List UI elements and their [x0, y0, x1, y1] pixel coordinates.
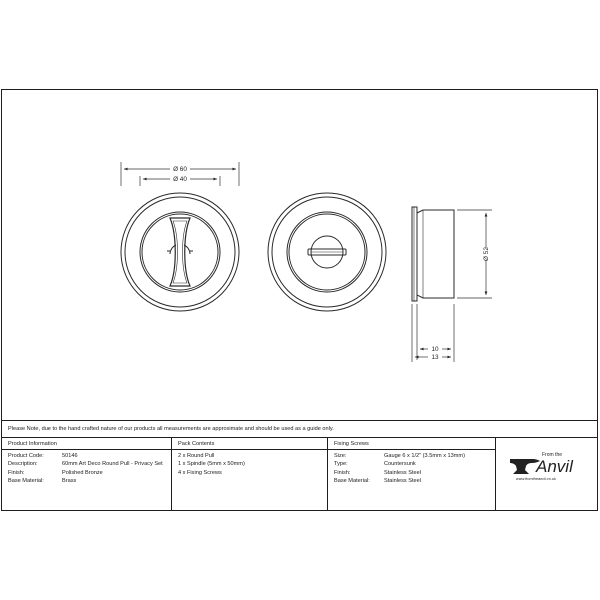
screw-material-label: Base Material: [334, 478, 370, 485]
drawing-sheet [1, 89, 598, 511]
rear-view-pull [268, 193, 386, 311]
dimension-outer-diameter: Ø 60 [173, 166, 187, 173]
fixing-screws-header: Fixing Screws [328, 438, 495, 450]
screw-type-value: Countersunk [384, 461, 416, 468]
product-code-label: Product Code: [8, 453, 44, 459]
finish-label: Finish: [8, 469, 25, 476]
base-material-value: Brass [62, 478, 77, 485]
screw-type-row [334, 460, 491, 468]
pack-contents-header: Pack Contents [172, 438, 327, 450]
front-view-pull [121, 193, 239, 311]
technical-drawing [2, 90, 597, 420]
logo-url: www.fromtheanvil.co.uk [516, 477, 556, 481]
logo-name: Anvil [536, 457, 573, 476]
dimension-inner-diameter: Ø 40 [173, 176, 187, 183]
screw-size-label: Size: [334, 453, 347, 459]
product-code-row [8, 452, 167, 460]
disclaimer-note: Please Note, due to the hand crafted nature of our products all measurements are approximate and should be used as a guide only. [2, 420, 597, 437]
finish-row [8, 469, 167, 477]
logo-tagline: From the [542, 452, 563, 458]
screw-size-row [334, 452, 491, 460]
base-material-label: Base Material: [8, 478, 44, 485]
pack-item: 2 x Round Pull [178, 453, 215, 459]
description-label: Description: [8, 461, 38, 468]
anvil-logo [496, 438, 597, 511]
brand-logo-column [496, 438, 597, 511]
product-code-value: 50146 [62, 453, 78, 459]
screw-type-label: Type: [334, 461, 348, 468]
pack-contents-column [172, 438, 328, 511]
description-value: 60mm Art Deco Round Pull - Privacy Set [62, 461, 163, 468]
screw-finish-label: Finish: [334, 469, 351, 476]
dimension-depth-10: 10 [431, 346, 439, 353]
screw-finish-value: Stainless Steel [384, 469, 422, 476]
info-table [2, 437, 597, 510]
screw-material-value: Stainless Steel [384, 478, 422, 485]
screw-finish-row [334, 469, 491, 477]
pack-item: 4 x Fixing Screws [178, 469, 222, 476]
description-row [8, 460, 167, 468]
screw-material-row [334, 477, 491, 485]
finish-value: Polished Bronze [62, 469, 103, 476]
screw-size-value: Gauge 6 x 1/2" (3.5mm x 13mm) [384, 453, 465, 459]
fixing-screws-column [328, 438, 496, 511]
dimension-height: Ø 52 [483, 247, 490, 261]
side-profile-view [412, 207, 454, 301]
pack-item: 1 x Spindle (5mm x 50mm) [178, 461, 245, 468]
dimension-depth-13: 13 [431, 354, 439, 361]
product-information-header: Product Information [2, 438, 171, 450]
base-material-row [8, 477, 167, 485]
product-information-column [2, 438, 172, 511]
